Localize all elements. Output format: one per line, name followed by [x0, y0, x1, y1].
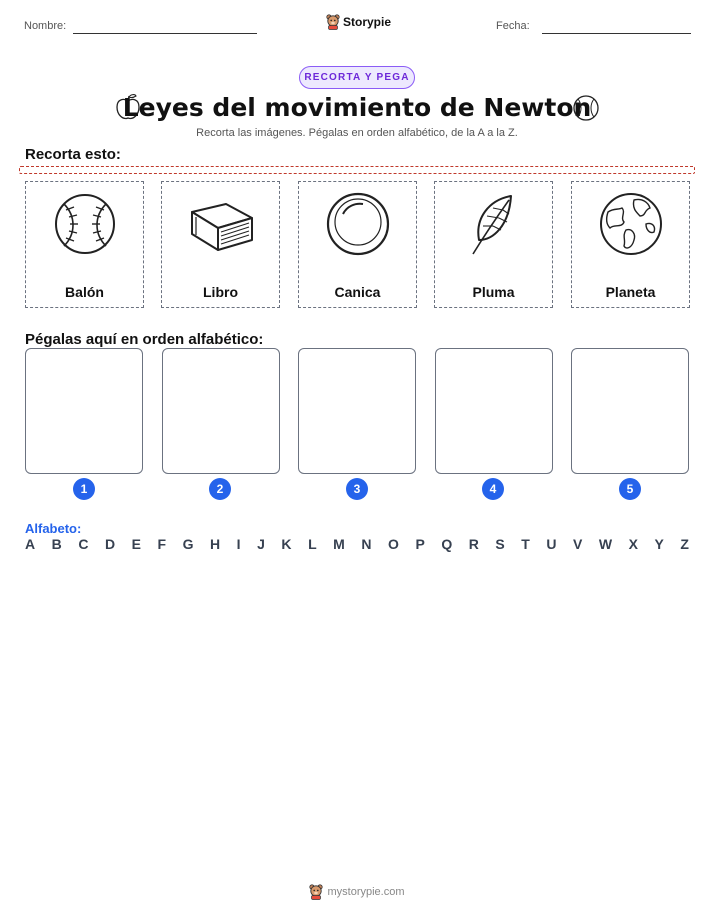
page-subtitle: Recorta las imágenes. Pégalas en orden alfabético, de la A a la Z. [196, 127, 518, 139]
alphabet-letter: E [131, 536, 141, 552]
cut-card-libro[interactable] [161, 181, 280, 308]
card-label: Libro [203, 284, 238, 300]
number-badge: 1 [73, 478, 95, 500]
paste-box-3[interactable] [298, 348, 416, 474]
name-label: Nombre: [24, 20, 67, 32]
number-badge: 4 [482, 478, 504, 500]
alphabet-letter: U [546, 536, 557, 552]
paste-box-1[interactable] [25, 348, 143, 474]
cut-card-pluma[interactable] [434, 181, 553, 308]
alphabet-letter: A [25, 536, 36, 552]
card-label: Canica [334, 284, 381, 300]
alphabet-letter: S [495, 536, 505, 552]
cut-card-balon[interactable] [25, 181, 144, 308]
alphabet-letter: N [361, 536, 372, 552]
date-line [542, 33, 691, 34]
book-icon [186, 190, 256, 260]
number-badge: 2 [209, 478, 231, 500]
alphabet-letter: I [236, 536, 241, 552]
card-label: Balón [65, 284, 104, 300]
footer-link[interactable]: mystorypie.com [327, 886, 405, 898]
baseball-icon [50, 190, 120, 260]
baseball-icon [572, 94, 600, 122]
feather-icon [459, 190, 529, 260]
alphabet-letter: Z [680, 536, 689, 552]
alphabet-letter: T [521, 536, 530, 552]
page-title: Leyes del movimiento de Newton [122, 93, 592, 122]
alphabet-letter: H [210, 536, 221, 552]
cut-card-canica[interactable] [298, 181, 417, 308]
alphabet-letter: O [388, 536, 399, 552]
alphabet-letter: D [104, 536, 116, 552]
storypie-logo [326, 14, 391, 30]
alphabet-letter: V [573, 536, 583, 552]
alphabet-letter: G [182, 536, 194, 552]
alphabet-letter: B [51, 536, 62, 552]
activity-badge: RECORTA Y PEGA [299, 66, 415, 89]
alphabet-letter: L [308, 536, 317, 552]
alphabet-letter: F [157, 536, 167, 552]
name-line [73, 33, 257, 34]
number-badge: 5 [619, 478, 641, 500]
paste-box-2[interactable] [162, 348, 280, 474]
alphabet-heading: Alfabeto: [25, 521, 82, 536]
bear-icon [326, 14, 340, 30]
cut-heading: Recorta esto: [25, 146, 121, 163]
alphabet-letter: C [78, 536, 89, 552]
footer [0, 884, 714, 900]
logo-text: Storypie [343, 15, 392, 29]
date-label: Fecha: [496, 20, 530, 32]
card-label: Planeta [605, 284, 656, 300]
alphabet-letter: P [415, 536, 425, 552]
cut-card-planeta[interactable] [571, 181, 690, 308]
alphabet-letter: Q [441, 536, 453, 552]
alphabet-letter: J [257, 536, 265, 552]
paste-box-4[interactable] [435, 348, 553, 474]
paste-box-5[interactable] [571, 348, 689, 474]
alphabet-letter: K [281, 536, 292, 552]
card-label: Pluma [472, 284, 515, 300]
alphabet-letter: R [468, 536, 479, 552]
alphabet-letter: W [598, 536, 613, 552]
paste-heading: Pégalas aquí en orden alfabético: [25, 331, 264, 348]
cut-line [19, 166, 695, 174]
alphabet-letter: Y [654, 536, 664, 552]
number-badge: 3 [346, 478, 368, 500]
marble-icon [323, 190, 393, 260]
globe-icon [596, 190, 666, 260]
bear-icon [309, 884, 323, 900]
alphabet-letter: M [333, 536, 345, 552]
alphabet-letter: X [628, 536, 638, 552]
alphabet-row [25, 536, 689, 552]
